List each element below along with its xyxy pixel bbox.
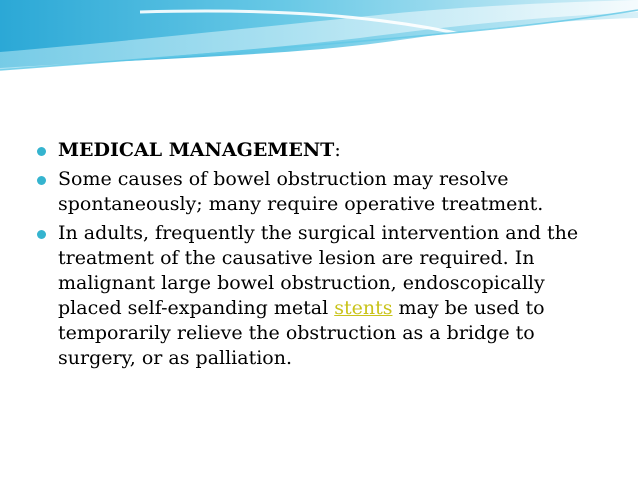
bullet-text-before-link: In adults, frequently the surgical intervention and the treatment of the causative lesion are required. In malignant large bowel obstruction, endoscopically placed self-expanding metal xyxy=(58,222,579,319)
bullet-medical-management xyxy=(34,138,614,163)
bullet-text-after-link: may be used to temporarily relieve the obstruction as a bridge to surgery, or as palliation. xyxy=(58,297,545,369)
bullet-dot-icon xyxy=(37,230,46,239)
slide-content xyxy=(34,138,614,375)
header-wave-decoration xyxy=(0,0,638,80)
bullet-text: Some causes of bowel obstruction may resolve spontaneously; many require operative treatment. xyxy=(58,168,544,215)
bullet-surgical-intervention xyxy=(34,221,614,371)
bullet-dot-icon xyxy=(37,147,46,156)
stents-link[interactable]: stents xyxy=(334,297,393,319)
medical-management-heading: MEDICAL MANAGEMENT xyxy=(58,139,335,161)
bullet-dot-icon xyxy=(37,176,46,185)
bullet-bowel-obstruction-resolve xyxy=(34,167,614,217)
heading-colon: : xyxy=(334,139,341,161)
